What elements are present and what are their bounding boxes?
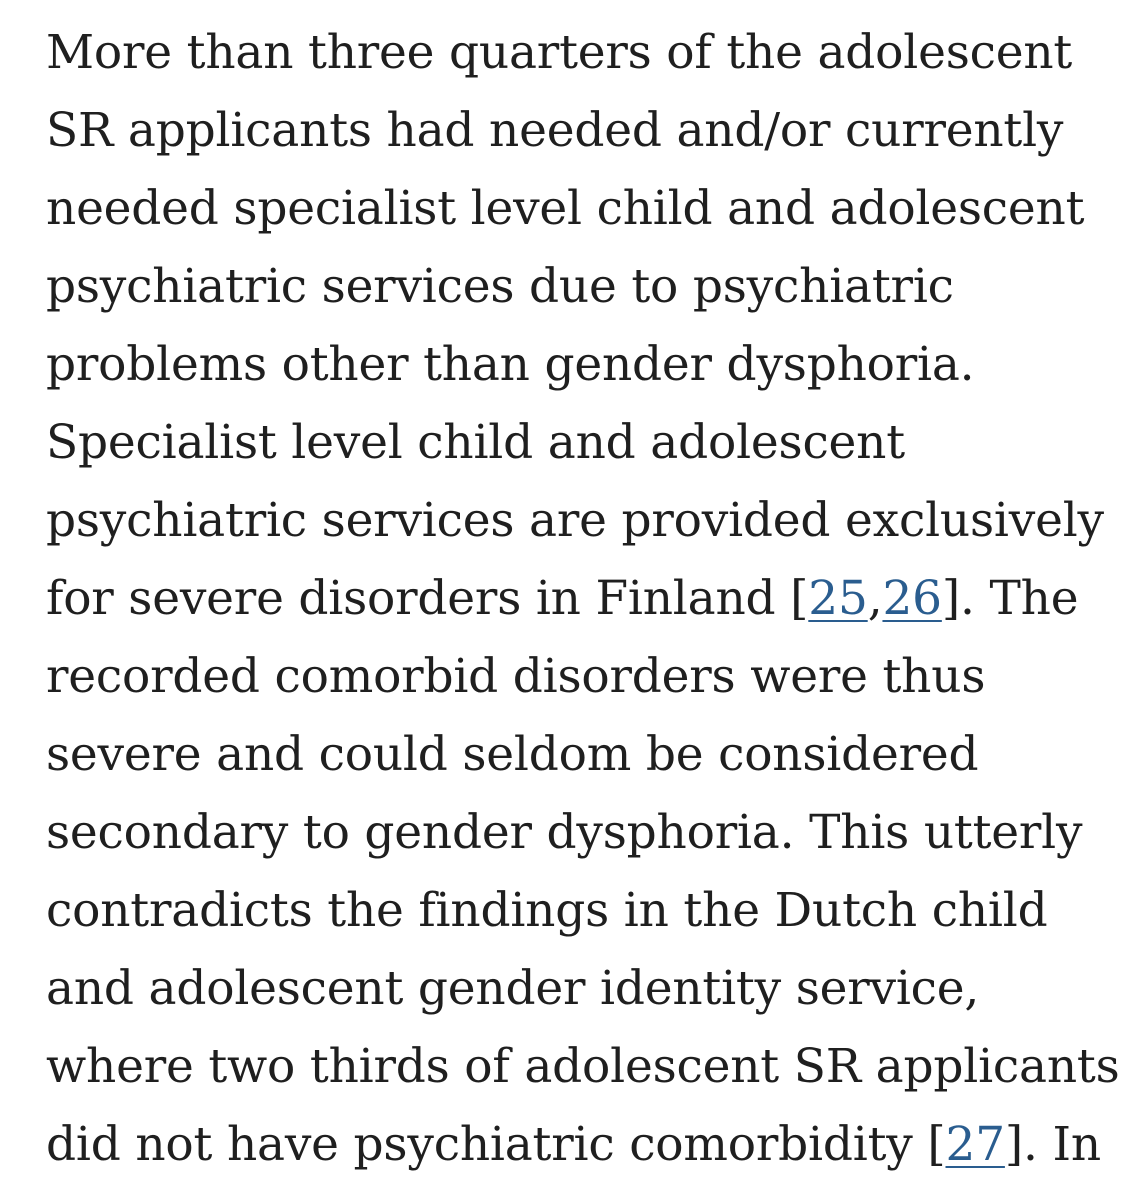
paragraph-text: ]. The: [941, 571, 1079, 626]
paragraph-line: recorded comorbid disorders were thus: [46, 649, 986, 704]
article-paragraph: [46, 14, 1120, 1184]
paragraph-line: contradicts the findings in the Dutch child: [46, 883, 1048, 938]
paragraph-line: and adolescent gender identity service,: [46, 961, 980, 1016]
paragraph-line: needed specialist level child and adolescent: [46, 181, 1085, 236]
paragraph-line: secondary to gender dysphoria. This utterly: [46, 805, 1083, 860]
paragraph-line: Specialist level child and adolescent: [46, 415, 905, 470]
paragraph-line: where two thirds of adolescent SR applicants: [46, 1039, 1120, 1094]
citation-link-27[interactable]: 27: [945, 1117, 1005, 1172]
paragraph-line: SR applicants had needed and/or currently: [46, 103, 1064, 158]
paragraph-line-with-citations: [46, 560, 1106, 638]
paragraph-line: severe and could seldom be considered: [46, 727, 979, 782]
paragraph-line: problems other than gender dysphoria.: [46, 337, 975, 392]
paragraph-line-with-citation: [46, 1106, 1106, 1184]
citation-separator: ,: [867, 571, 883, 626]
citation-link-26[interactable]: 26: [882, 571, 942, 626]
citation-link-25[interactable]: 25: [808, 571, 868, 626]
paragraph-text: for severe disorders in Finland [: [46, 571, 809, 626]
paragraph-line: More than three quarters of the adolescent: [46, 25, 1073, 80]
paragraph-line: psychiatric services due to psychiatric: [46, 259, 954, 314]
paragraph-line: psychiatric services are provided exclusively: [46, 493, 1104, 548]
paragraph-text: ]. In: [1004, 1117, 1101, 1172]
paragraph-text: did not have psychiatric comorbidity [: [46, 1117, 946, 1172]
